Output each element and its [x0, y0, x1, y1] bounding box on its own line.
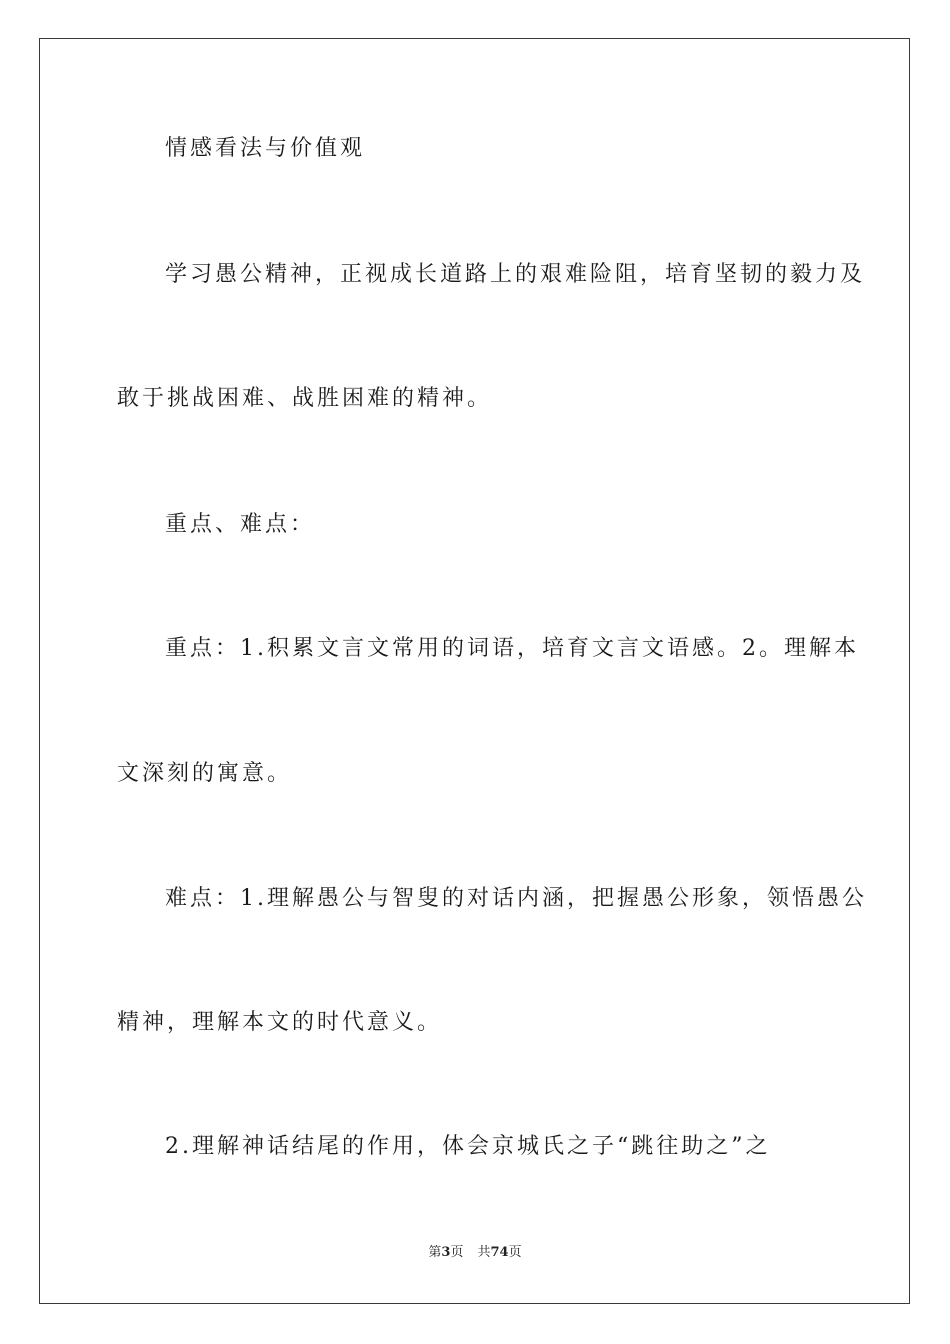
page-footer [0, 1244, 950, 1262]
footer-page-suffix: 页 [450, 1245, 464, 1260]
paragraph-line-3: 敢于挑战困难、战胜困难的精神。 [117, 386, 493, 411]
paragraph-line-7: 难点：1.理解愚公与智叟的对话内涵，把握愚公形象，领悟愚公 [165, 886, 867, 911]
footer-total-prefix: 共 [477, 1245, 491, 1260]
footer-page-prefix: 第 [428, 1245, 442, 1260]
paragraph-line-6: 文深刻的寓意。 [117, 761, 293, 786]
paragraph-line-5: 重点：1.积累文言文常用的词语，培育文言文语感。2。理解本 [165, 636, 859, 661]
footer-page-number: 3 [441, 1245, 451, 1260]
paragraph-line-4: 重点、难点： [165, 512, 316, 537]
footer-total-suffix: 页 [508, 1245, 522, 1260]
page-frame [39, 38, 910, 1304]
paragraph-line-9: 2.理解神话结尾的作用，体会京城氏之子“跳往助之”之 [165, 1134, 771, 1159]
paragraph-line-8: 精神，理解本文的时代意义。 [117, 1010, 443, 1035]
footer-total-pages: 74 [490, 1245, 509, 1260]
paragraph-line-2: 学习愚公精神，正视成长道路上的艰难险阻，培育坚韧的毅力及 [165, 262, 866, 287]
paragraph-line-1: 情感看法与价值观 [165, 136, 366, 161]
